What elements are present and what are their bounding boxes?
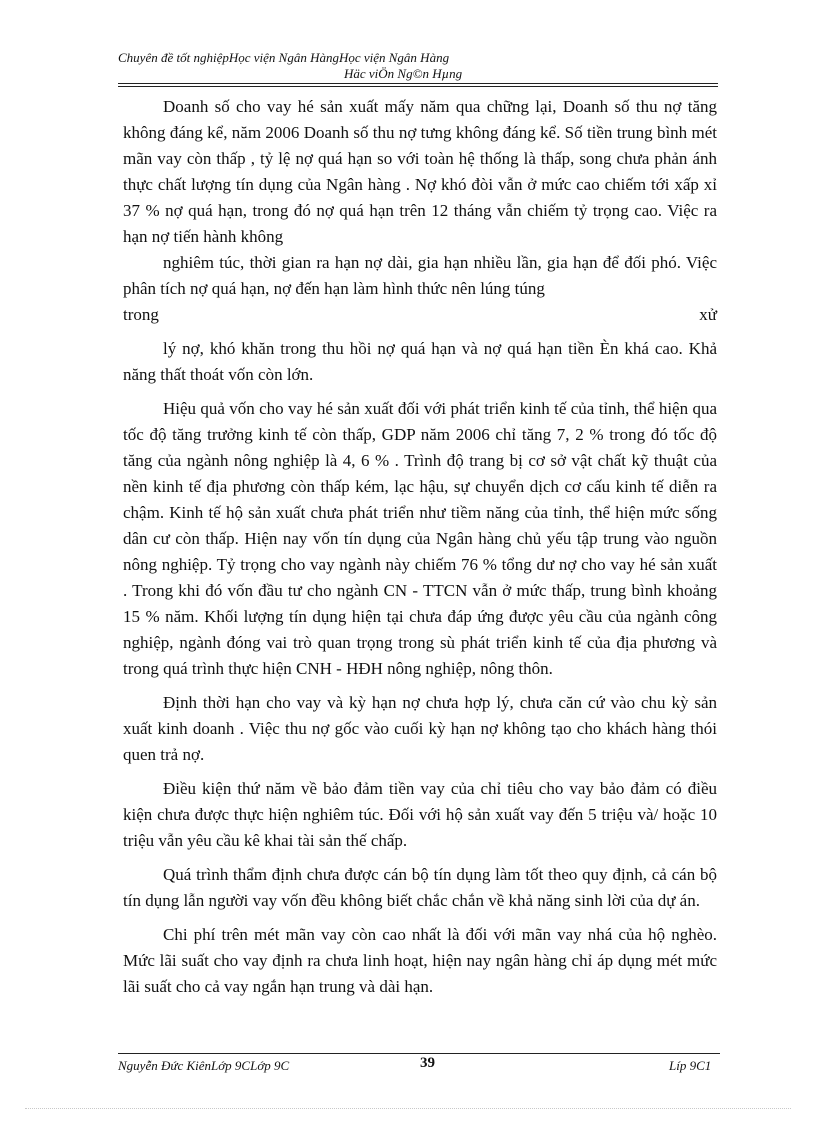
footer-class: Líp 9C1 bbox=[669, 1058, 712, 1073]
header-divider-double bbox=[118, 86, 718, 87]
paragraph-appraisal: Quá trình thẩm định chưa được cán bộ tín dụng làm tốt theo quy định, cả cán bộ tín dụng lẫn người vay vốn đều không biết chắc chắn về khả năng sinh lời của dự án. bbox=[123, 865, 717, 910]
paragraph-debt-handling: lý nợ, khó khăn trong thu hồi nợ quá hạn và nợ quá hạn tiền Èn khá cao. Khả năng thất thoát vốn còn lớn. bbox=[123, 339, 717, 384]
document-body bbox=[123, 94, 717, 1000]
paragraph-collateral: Điều kiện thứ năm về bảo đảm tiền vay của chỉ tiêu cho vay bảo đảm có điều kiện chưa được thực hiện nghiêm túc. Đối với hộ sản xuất vay đến 5 triệu và/ hoặc 10 triệu vẫn yêu cầu kê khai tài sản thế chấp. bbox=[123, 779, 717, 850]
header-title: Chuyên đề tốt nghiệpHọc viện Ngân HàngHọc viện Ngân Hàng bbox=[118, 50, 450, 65]
split-word-right: xử bbox=[699, 305, 717, 324]
paragraph-costs: Chi phí trên mét mãn vay còn cao nhất là đối với mãn vay nhá của hộ nghèo. Mức lãi suất cho vay định ra chưa linh hoạt, hiện nay ngân hàng chỉ áp dụng mét mức lãi suất cho cả vay ngắn hạn trung và dài hạn. bbox=[123, 925, 717, 996]
paragraph-split-line bbox=[123, 302, 717, 328]
paragraph-loan-term: Định thời hạn cho vay và kỳ hạn nợ chưa hợp lý, chưa căn cứ vào chu kỳ sản xuất kinh doanh . Việc thu nợ gốc vào cuối kỳ hạn nợ không tạo cho khách hàng thói quen trả nợ. bbox=[123, 693, 717, 764]
footer-author: Nguyễn Đức KiênLớp 9CLớp 9C bbox=[118, 1058, 290, 1073]
paragraph-loan-turnover: Doanh số cho vay hé sản xuất mấy năm qua chững lại, Doanh số thu nợ tăng không đáng kể, năm 2006 Doanh số thu nợ tưng không đáng kể. Số tiền trung bình mét mãn vay còn thấp , tỷ lệ nợ quá hạn so với toàn hệ thống là thấp, song chưa phản ánh thực chất lượng tín dụng của Ngân hàng . Nợ khó đòi vẫn ở mức cao chiếm tới xấp xỉ 37 % nợ quá hạn, trong đó nợ quá hạn trên 12 tháng vẫn chiếm tỷ trọng cao. Việc ra hạn nợ tiến hành không bbox=[123, 97, 717, 246]
paragraph-extension-continued: nghiêm túc, thời gian ra hạn nợ dài, gia hạn nhiều lần, gia hạn để đối phó. Việc phân tích nợ quá hạn, nợ đến hạn làm hình thức nên lúng túng bbox=[123, 253, 717, 298]
footer-divider bbox=[118, 1053, 720, 1054]
paragraph-capital-efficiency: Hiệu quả vốn cho vay hé sản xuất đối với phát triển kinh tế của tỉnh, thể hiện qua tốc độ tăng trưởng kinh tế còn thấp, GDP năm 2006 chỉ tăng 7, 2 % trong đó tốc độ tăng của ngành nông nghiệp là 4, 6 % . Trình độ trang bị cơ sở vật chất kỹ thuật của nền kinh tế địa phương còn thấp kém, lạc hậu, sự chuyển dịch cơ cấu kinh tế diễn ra chậm. Kinh tế hộ sản xuất chưa phát triển như tiềm năng của tỉnh, thể hiện mức sống dân cư còn thấp. Hiện nay vốn tín dụng của Ngân hàng chủ yếu tập trung vào nguồn nông nghiệp. Tỷ trọng cho vay ngành này chiếm 76 % tổng dư nợ cho vay hé sản xuất . Trong khi đó vốn đầu tư cho ngành CN - TTCN vẫn ở mức thấp, trung bình khoảng 15 % năm. Khối lượng tín dụng hiện tại chưa đáp ứng được yêu cầu của ngành công nghiệp, ngành đóng vai trò quan trọng trong sù phát triển kinh tế của địa phương và trong quá trình thực hiện CNH - HĐH nông nghiệp, nông thôn. bbox=[123, 399, 717, 678]
page-bottom-edge bbox=[25, 1108, 791, 1109]
header-divider bbox=[118, 83, 718, 84]
header-subtitle: Häc viÖn Ng©n Hµng bbox=[344, 66, 463, 81]
split-word-left: trong bbox=[123, 305, 159, 324]
page-number: 39 bbox=[420, 1055, 435, 1071]
